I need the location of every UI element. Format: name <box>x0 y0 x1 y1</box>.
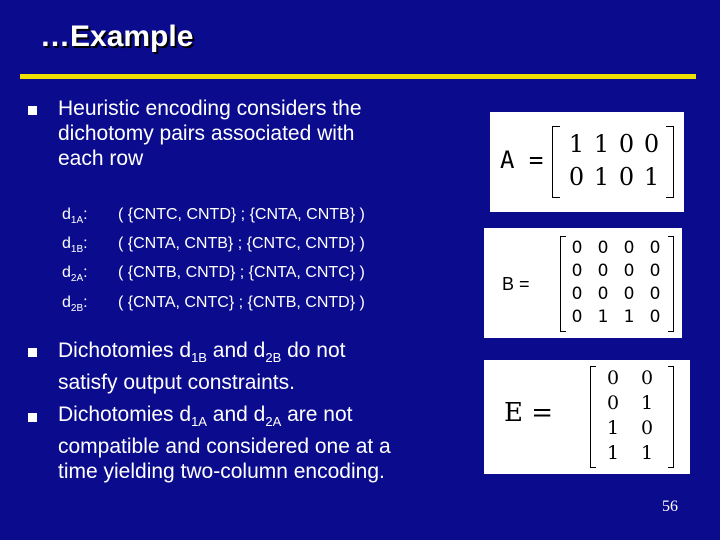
bullet-line: dichotomy pairs associated with <box>58 122 355 145</box>
matrix-row <box>564 237 668 260</box>
matrix-cell: 0 <box>623 261 635 281</box>
dichotomy-label: $d_{1A}$: <box>62 206 88 227</box>
slide-title: …Example <box>40 20 194 53</box>
dichotomy-label: $d_{2B}$: <box>62 293 88 314</box>
dichotomy-list <box>62 203 365 320</box>
matrix-cell: 1 <box>593 163 610 191</box>
bullet-line: Dichotomies $d_{1B}$ and $d_{2B}$ do not <box>58 339 346 366</box>
matrix-cell: 0 <box>597 238 609 258</box>
matrix-cell: 1 <box>606 417 620 439</box>
dichotomy-value: ( {CNTC, CNTD} ; {CNTA, CNTB} ) <box>118 206 365 223</box>
dichotomy-value: ( {CNTB, CNTD} ; {CNTA, CNTC} ) <box>118 264 365 282</box>
matrix-cell: 0 <box>618 130 635 158</box>
dichotomy-row <box>62 291 365 320</box>
matrix-row <box>596 416 664 441</box>
matrix-cell: 0 <box>649 261 661 281</box>
matrix-cell: 0 <box>649 284 661 304</box>
dichotomy-row <box>62 261 365 290</box>
matrix-cell: 0 <box>649 238 661 258</box>
matrix-cell: 0 <box>571 238 583 258</box>
matrix-cell: 1 <box>640 392 654 414</box>
matrix-cell: 0 <box>571 261 583 281</box>
matrix-a-body <box>564 128 664 194</box>
matrix-cell: 0 <box>606 367 620 389</box>
right-bracket <box>666 126 674 198</box>
matrix-e-body <box>596 366 664 466</box>
matrix-b-body <box>564 237 668 329</box>
matrix-cell: 0 <box>571 284 583 304</box>
matrix-cell: 0 <box>649 307 661 327</box>
matrix-a-label: A = <box>500 146 544 174</box>
matrix-e-label: E = <box>504 398 554 428</box>
dichotomy-label: $d_{1B}$: <box>62 235 88 256</box>
dichotomy-label: $d_{2A}$: <box>62 264 88 285</box>
matrix-cell: 0 <box>623 284 635 304</box>
matrix-b-box <box>484 228 682 338</box>
matrix-cell: 1 <box>623 307 635 327</box>
page-number: 56 <box>662 498 678 515</box>
title-underline <box>20 74 696 79</box>
matrix-row <box>564 161 664 194</box>
matrix-cell: 0 <box>597 261 609 281</box>
matrix-cell: 0 <box>597 284 609 304</box>
matrix-e-box <box>484 360 690 474</box>
dichotomy-row <box>62 203 365 232</box>
matrix-cell: 1 <box>597 307 609 327</box>
bullet-line: satisfy output constraints. <box>58 371 295 395</box>
bullet-line: each row <box>58 147 144 170</box>
left-bracket <box>552 126 560 198</box>
matrix-cell: 1 <box>643 163 660 191</box>
bullet-line: time yielding two-column encoding. <box>58 460 385 484</box>
matrix-row <box>596 441 664 466</box>
matrix-cell: 1 <box>640 442 654 464</box>
matrix-a-box <box>490 112 684 212</box>
right-bracket <box>668 236 674 332</box>
bullet-heuristic-encoding <box>58 96 362 171</box>
matrix-cell: 0 <box>640 417 654 439</box>
bullet-line: compatible and considered one at a <box>58 435 391 459</box>
bullet-line: Dichotomies $d_{1A}$ and $d_{2A}$ are not <box>58 403 353 430</box>
matrix-cell: 1 <box>593 130 610 158</box>
matrix-cell: 0 <box>571 307 583 327</box>
matrix-cell: 0 <box>623 238 635 258</box>
bullet-marker <box>28 413 37 422</box>
bullet-output-constraints <box>58 338 346 395</box>
dichotomy-value: ( {CNTA, CNTB} ; {CNTC, CNTD} ) <box>118 235 365 253</box>
matrix-cell: 0 <box>640 367 654 389</box>
matrix-cell: 0 <box>568 163 585 191</box>
matrix-row <box>564 260 668 283</box>
matrix-cell: 0 <box>618 163 635 191</box>
dichotomy-row <box>62 232 365 261</box>
matrix-cell: 1 <box>606 442 620 464</box>
matrix-b-label: B = <box>502 274 530 294</box>
dichotomy-value: ( {CNTA, CNTC} ; {CNTB, CNTD} ) <box>118 293 365 311</box>
bullet-compatible <box>58 402 391 484</box>
matrix-row <box>596 366 664 391</box>
matrix-row <box>564 128 664 161</box>
right-bracket <box>668 366 674 468</box>
bullet-line: Heuristic encoding considers the <box>58 97 362 120</box>
matrix-row <box>596 391 664 416</box>
matrix-row <box>564 283 668 306</box>
matrix-row <box>564 306 668 329</box>
matrix-cell: 1 <box>568 130 585 158</box>
bullet-marker <box>28 106 37 115</box>
matrix-cell: 0 <box>643 130 660 158</box>
matrix-cell: 0 <box>606 392 620 414</box>
bullet-marker <box>28 348 37 357</box>
